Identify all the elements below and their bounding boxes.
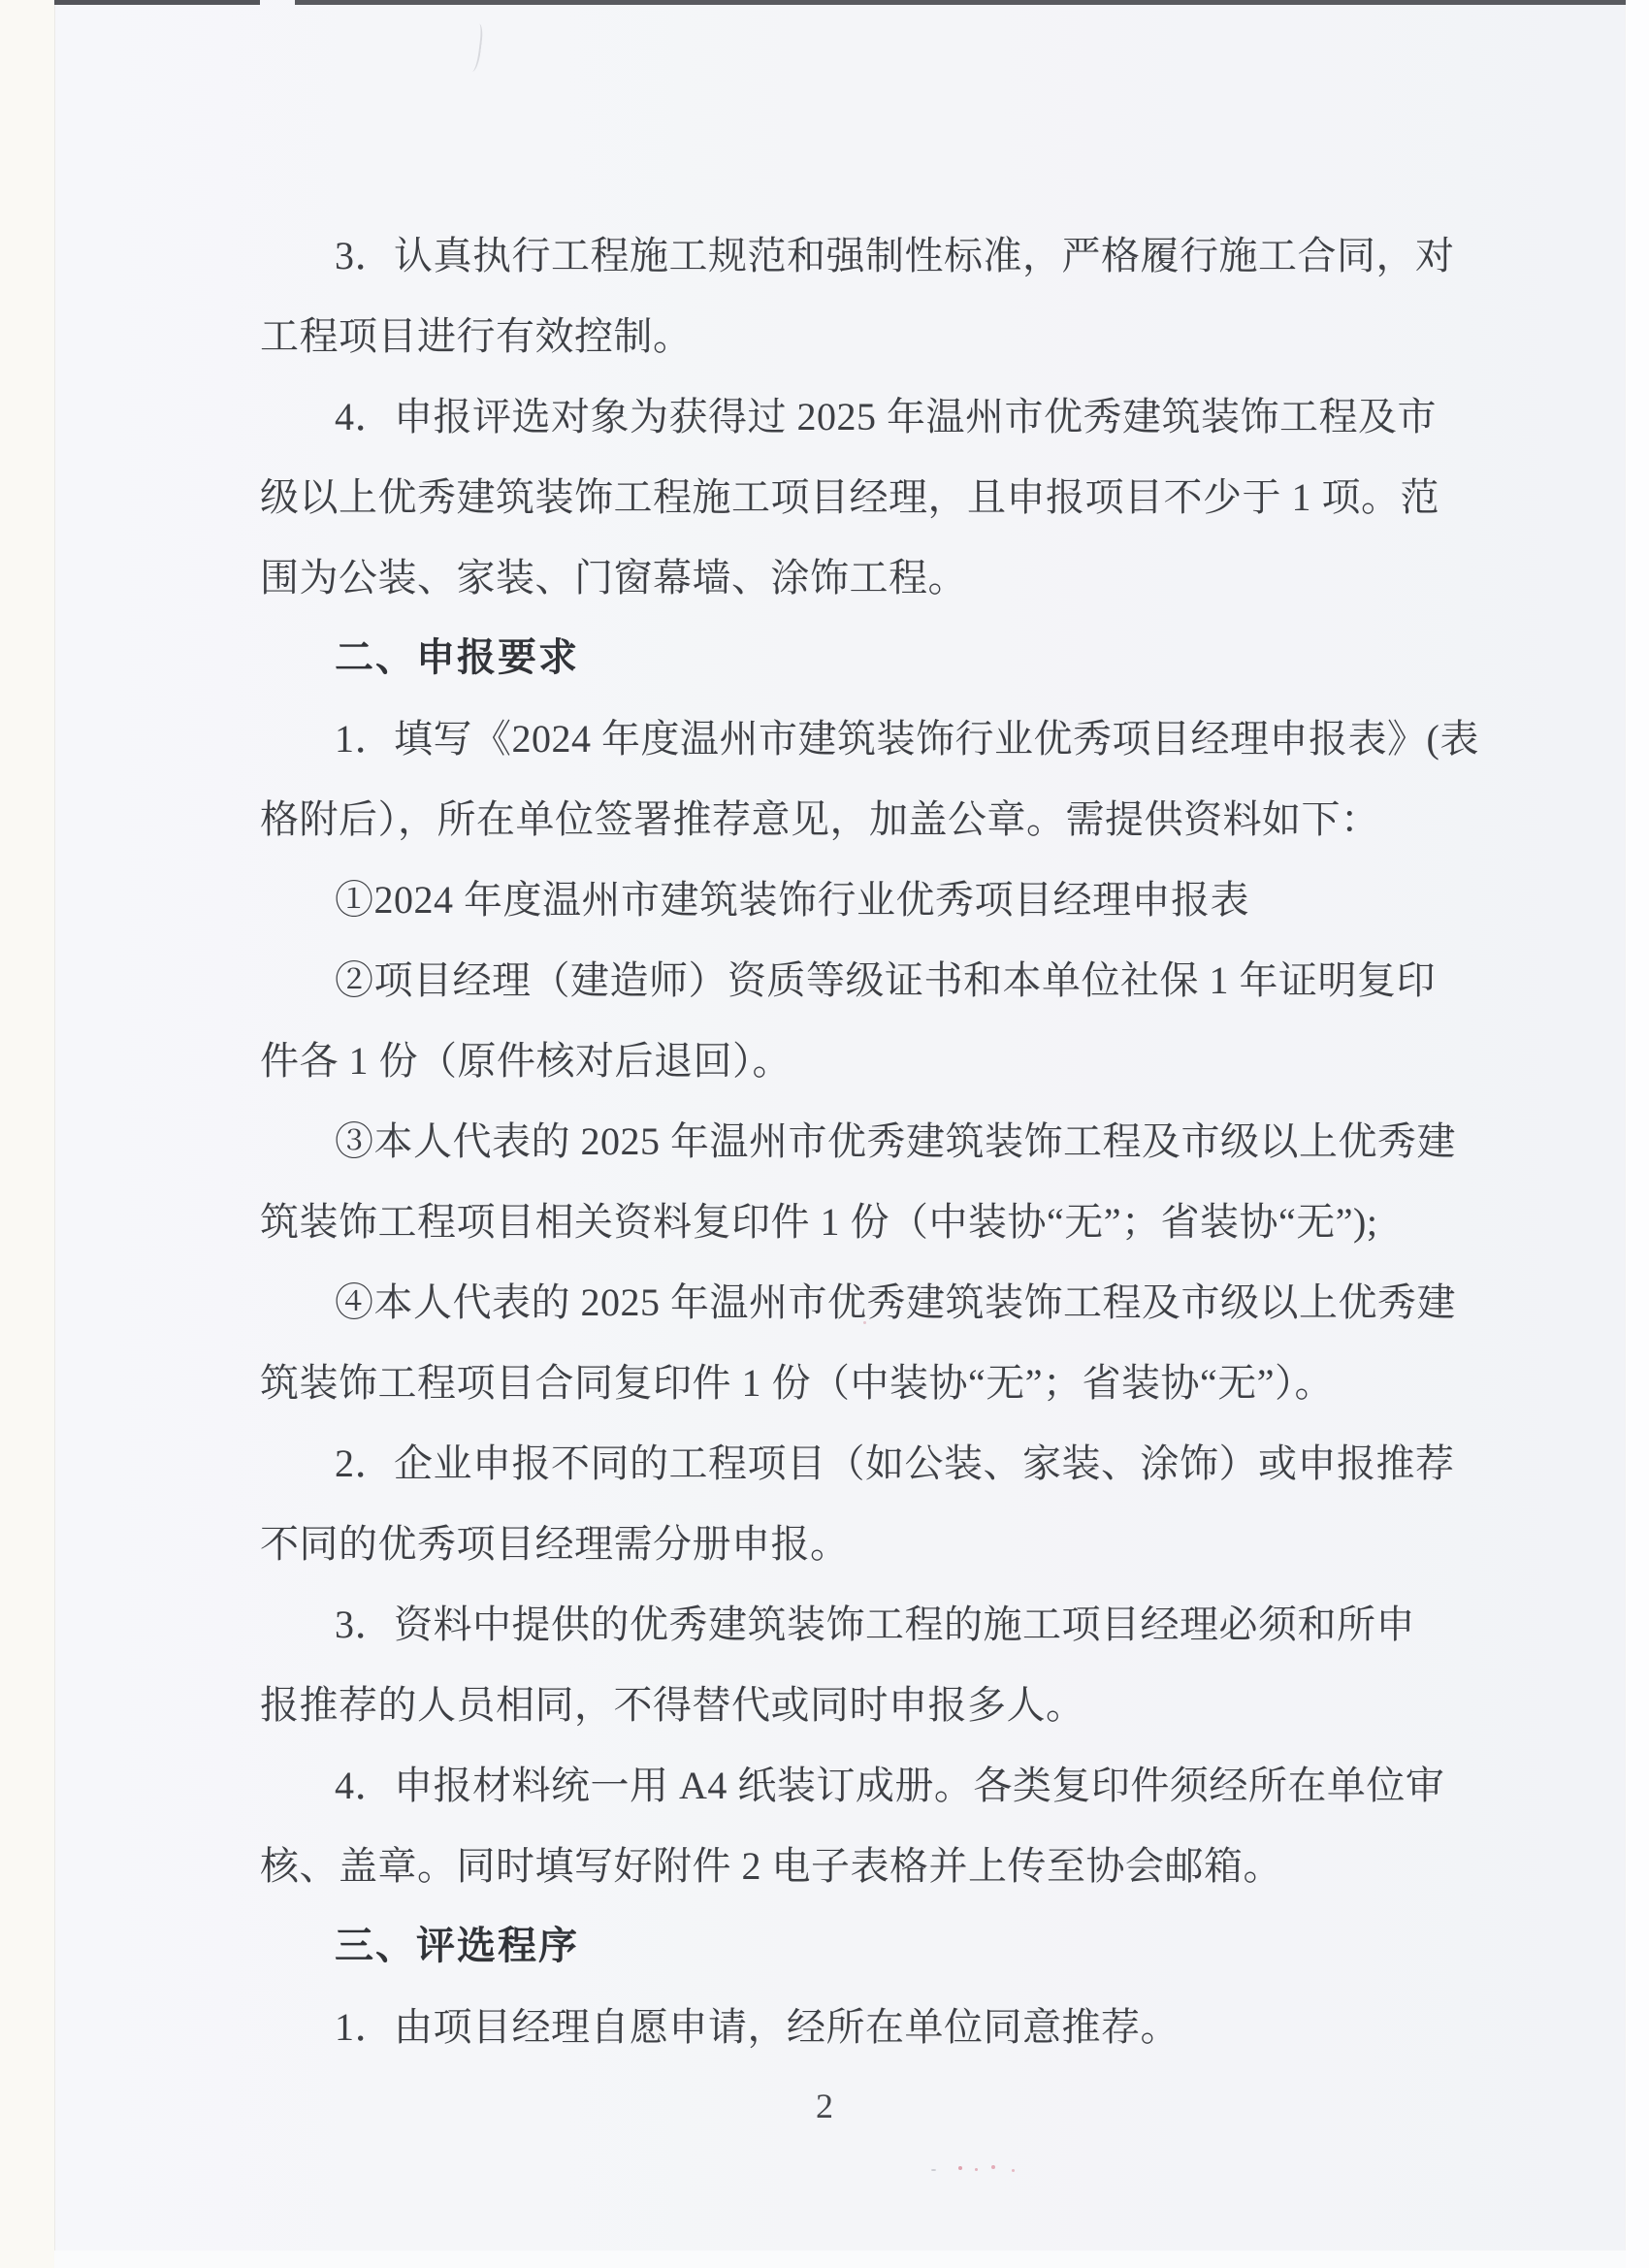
scan-speckle	[991, 2165, 995, 2169]
scan-top-edge-artifact	[54, 0, 260, 5]
doc-line: 不同的优秀项目经理需分册申报。	[260, 1522, 850, 1566]
scan-speckle	[931, 2169, 936, 2171]
doc-line: 1．填写《2024 年度温州市建筑装饰行业优秀项目经理申报表》(表	[335, 717, 1479, 761]
scanner-left-margin	[0, 0, 55, 2268]
scan-top-edge-artifact	[295, 0, 1626, 5]
scan-speckle	[958, 2166, 962, 2170]
doc-line: 件各 1 份（原件核对后退回）。	[260, 1039, 792, 1083]
doc-line: 1．由项目经理自愿申请，经所在单位同意推荐。	[335, 2005, 1180, 2049]
doc-line: 3．认真执行工程施工规范和强制性标准，严格履行施工合同，对	[335, 234, 1455, 277]
doc-line: 格附后），所在单位签署推荐意见，加盖公章。需提供资料如下：	[260, 797, 1380, 841]
scanner-bottom-margin	[54, 2251, 1626, 2268]
doc-line: ④本人代表的 2025 年温州市优秀建筑装饰工程及市级以上优秀建	[335, 1280, 1456, 1324]
doc-line: 4．申报评选对象为获得过 2025 年温州市优秀建筑装饰工程及市	[335, 395, 1437, 438]
document-body	[260, 215, 1479, 2067]
doc-line: 围为公装、家装、门窗幕墙、涂饰工程。	[260, 556, 967, 599]
doc-line: ②项目经理（建造师）资质等级证书和本单位社保 1 年证明复印	[335, 958, 1436, 1002]
doc-line: 工程项目进行有效控制。	[260, 314, 693, 358]
doc-line: 3．资料中提供的优秀建筑装饰工程的施工项目经理必须和所申	[335, 1603, 1415, 1646]
scan-speckle	[1012, 2169, 1015, 2172]
section-heading-3: 三、评选程序	[335, 1925, 579, 1967]
doc-line: 筑装饰工程项目相关资料复印件 1 份（中装协“无”；省装协“无”);	[260, 1200, 1378, 1244]
doc-line: 核、盖章。同时填写好附件 2 电子表格并上传至协会邮箱。	[260, 1844, 1282, 1888]
doc-line: 2．企业申报不同的工程项目（如公装、家装、涂饰）或申报推荐	[335, 1442, 1455, 1485]
doc-line: ①2024 年度温州市建筑装饰行业优秀项目经理申报表	[335, 878, 1249, 922]
doc-line: ③本人代表的 2025 年温州市优秀建筑装饰工程及市级以上优秀建	[335, 1119, 1456, 1163]
scan-smudge	[465, 22, 484, 72]
scanner-right-margin	[1625, 0, 1649, 2268]
doc-line: 4．申报材料统一用 A4 纸装订成册。各类复印件须经所在单位审	[335, 1764, 1445, 1807]
doc-line: 报推荐的人员相同，不得替代或同时申报多人。	[260, 1683, 1085, 1727]
doc-line: 级以上优秀建筑装饰工程施工项目经理，且申报项目不少于 1 项。范	[260, 475, 1439, 519]
doc-line: 筑装饰工程项目合同复印件 1 份（中装协“无”；省装协“无”）。	[260, 1361, 1335, 1405]
page-number: 2	[816, 2087, 833, 2125]
section-heading-2: 二、申报要求	[335, 636, 579, 679]
scan-speckle	[975, 2168, 978, 2171]
